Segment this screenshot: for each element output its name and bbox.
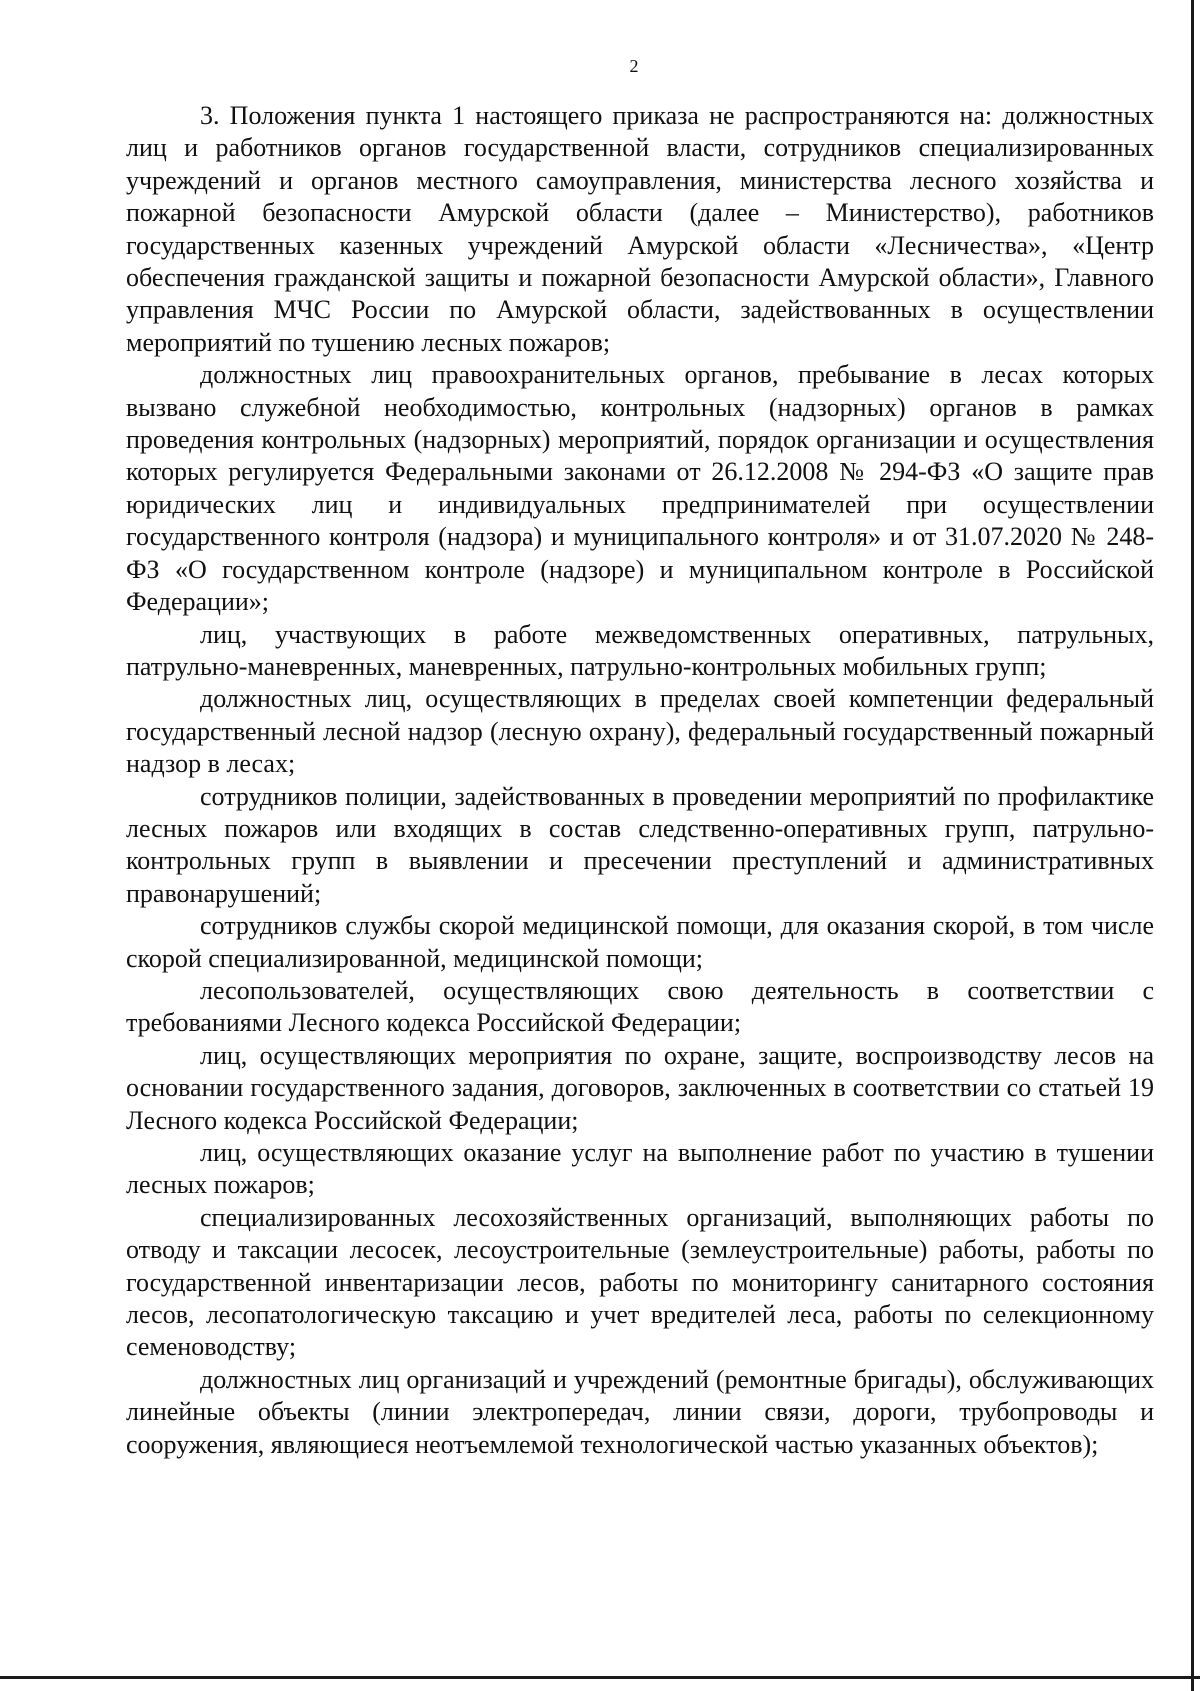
paragraph-ambulance: сотрудников службы скорой медицинской помощи, для оказания скорой, в том числе скорой специализированной, медицинской помощи; — [126, 911, 1154, 973]
paragraph-forest-supervision: должностных лиц, осуществляющих в пределах своей компетенции федеральный государственный лесной надзор (лесную охрану), федеральный государственный пожарный надзор в лесах; — [126, 684, 1154, 779]
paragraph-firefighting-services: лиц, осуществляющих оказание услуг на выполнение работ по участию в тушении лесных пожаров; — [126, 1138, 1154, 1200]
paragraph-police: сотрудников полиции, задействованных в проведении мероприятий по профилактике лесных пожаров или входящих в состав следственно-оперативных групп, патрульно-контрольных групп в выявлении и пресечении преступлений и административных правонарушений; — [126, 781, 1154, 908]
scan-border-right — [1191, 0, 1194, 1691]
page-number: 2 — [629, 56, 639, 76]
paragraph-mobile-groups: лиц, участвующих в работе межведомственных оперативных, патрульных, патрульно-маневренных, маневренных, патрульно-контрольных мобильных групп; — [126, 619, 1154, 681]
paragraph-forest-users: лесопользователей, осуществляющих свою деятельность в соответствии с требованиями Лесного кодекса Российской Федерации; — [126, 975, 1154, 1038]
paragraph-repair-crews: должностных лиц организаций и учреждений (ремонтные бригады), обслуживающих линейные объекты (линии электропередач, линии связи, дороги, трубопроводы и сооружения, являющиеся неотъемлемой технологической частью указанных объектов); — [126, 1364, 1154, 1459]
document-body — [126, 100, 1154, 1461]
paragraph-forest-protection: лиц, осуществляющих мероприятия по охране, защите, воспроизводству лесов на основании государственного задания, договоров, заключенных в соответствии со статьей 19 Лесного кодекса Российской Федерации; — [126, 1040, 1154, 1135]
paragraph-law-enforcement: должностных лиц правоохранительных органов, пребывание в лесах которых вызвано служебной необходимостью, контрольных (надзорных) органов в рамках проведения контрольных (надзорных) мероприятий, порядок организации и осуществления которых регулируется Федеральными законами от 26.12.2008 № 294-ФЗ «О защите прав юридических лиц и индивидуальных предпринимателей при осуществлении государственного контроля (надзора) и муниципального контроля» и от 31.07.2020 № 248-ФЗ «О государственном контроле (надзоре) и муниципальном контроле в Российской Федерации»; — [126, 360, 1154, 617]
paragraph-specialized-organizations: специализированных лесохозяйственных организаций, выполняющих работы по отводу и таксации лесосек, лесоустроительные (землеустроительные) работы, работы по государственной инвентаризации лесов, работы по мониторингу санитарного состояния лесов, лесопатологическую таксацию и учет вредителей леса, работы по селекционному семеноводству; — [126, 1202, 1154, 1362]
paragraph-item-3-exceptions: 3. Положения пункта 1 настоящего приказа не распространяются на: должностных лиц и работников органов государственной власти, сотрудников специализированных учреждений и органов местного самоуправления, министерства лесного хозяйства и пожарной безопасности Амурской области (далее – Министерство), работников государственных казенных учреждений Амурской области «Лесничества», «Центр обеспечения гражданской защиты и пожарной безопасности Амурской области», Главного управления МЧС России по Амурской области, задействованных в осуществлении мероприятий по тушению лесных пожаров; — [126, 101, 1154, 357]
scan-border-bottom — [0, 1676, 1200, 1679]
